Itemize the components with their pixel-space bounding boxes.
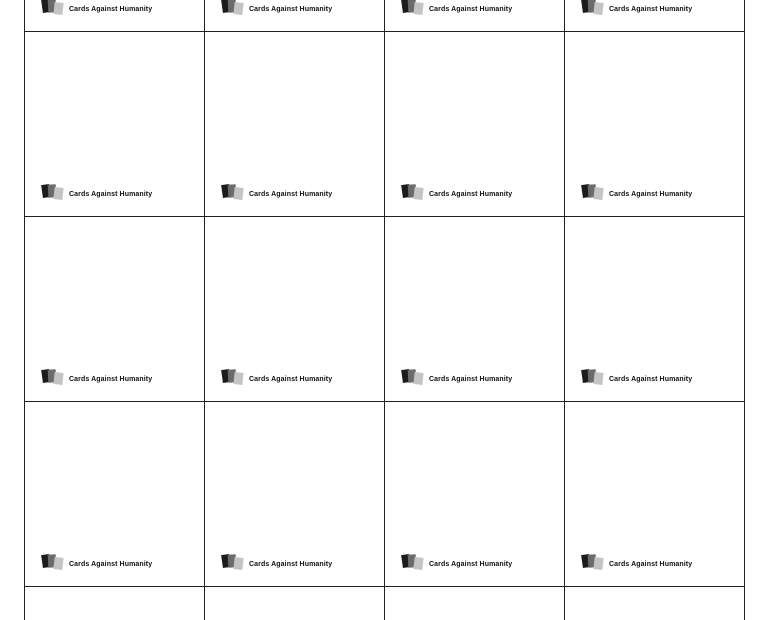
cah-cards-logo-icon — [221, 183, 246, 202]
card-brand-name: Cards Against Humanity — [609, 190, 693, 198]
card-brand-name: Cards Against Humanity — [69, 190, 153, 198]
card-cell — [565, 0, 745, 32]
card-brand-name: Cards Against Humanity — [249, 560, 333, 568]
card-brand-name: Cards Against Humanity — [609, 5, 693, 13]
card-cell — [205, 217, 385, 402]
card-brand-name: Cards Against Humanity — [609, 375, 693, 383]
card-brand-name: Cards Against Humanity — [429, 5, 513, 13]
card-cell — [205, 32, 385, 217]
card-brand — [581, 368, 692, 387]
card-grid — [24, 0, 746, 620]
card-brand — [41, 183, 152, 202]
card-brand — [401, 0, 512, 17]
card-cell-partial — [25, 587, 205, 620]
cah-cards-logo-icon — [221, 553, 246, 572]
cah-cards-logo-icon — [581, 553, 606, 572]
card-brand-name: Cards Against Humanity — [69, 560, 153, 568]
card-cell — [385, 217, 565, 402]
cah-cards-logo-icon — [41, 368, 66, 387]
card-cell-partial — [205, 587, 385, 620]
card-brand — [41, 553, 152, 572]
cah-cards-logo-icon — [401, 553, 426, 572]
card-brand — [401, 183, 512, 202]
card-brand — [581, 0, 692, 17]
cah-cards-logo-icon — [221, 0, 246, 17]
cah-cards-logo-icon — [401, 0, 426, 17]
card-brand — [581, 553, 692, 572]
cah-cards-logo-icon — [221, 368, 246, 387]
card-brand-name: Cards Against Humanity — [429, 560, 513, 568]
card-brand — [221, 183, 332, 202]
cah-cards-logo-icon — [401, 183, 426, 202]
card-cell — [565, 32, 745, 217]
card-brand — [221, 368, 332, 387]
card-brand-name: Cards Against Humanity — [249, 5, 333, 13]
cah-cards-logo-icon — [581, 183, 606, 202]
card-cell — [565, 402, 745, 587]
card-brand-name: Cards Against Humanity — [69, 5, 153, 13]
card-brand — [41, 368, 152, 387]
card-cell — [25, 402, 205, 587]
card-brand-name: Cards Against Humanity — [609, 560, 693, 568]
cah-cards-logo-icon — [41, 0, 66, 17]
card-cell — [205, 0, 385, 32]
card-brand-name: Cards Against Humanity — [429, 375, 513, 383]
card-cell — [385, 0, 565, 32]
card-brand-name: Cards Against Humanity — [69, 375, 153, 383]
card-brand — [581, 183, 692, 202]
card-cell — [25, 32, 205, 217]
card-cell — [25, 217, 205, 402]
card-cell — [385, 32, 565, 217]
card-brand-name: Cards Against Humanity — [249, 190, 333, 198]
cah-cards-logo-icon — [581, 0, 606, 17]
card-brand-name: Cards Against Humanity — [429, 190, 513, 198]
cah-cards-logo-icon — [41, 183, 66, 202]
card-brand — [401, 368, 512, 387]
card-cell — [205, 402, 385, 587]
cah-cards-logo-icon — [581, 368, 606, 387]
card-cell-partial — [565, 587, 745, 620]
card-brand — [401, 553, 512, 572]
card-cell — [385, 402, 565, 587]
cah-cards-logo-icon — [401, 368, 426, 387]
card-cell — [25, 0, 205, 32]
card-cell — [565, 217, 745, 402]
card-cell-partial — [385, 587, 565, 620]
card-brand — [41, 0, 152, 17]
card-brand — [221, 0, 332, 17]
card-brand — [221, 553, 332, 572]
cah-cards-logo-icon — [41, 553, 66, 572]
card-brand-name: Cards Against Humanity — [249, 375, 333, 383]
